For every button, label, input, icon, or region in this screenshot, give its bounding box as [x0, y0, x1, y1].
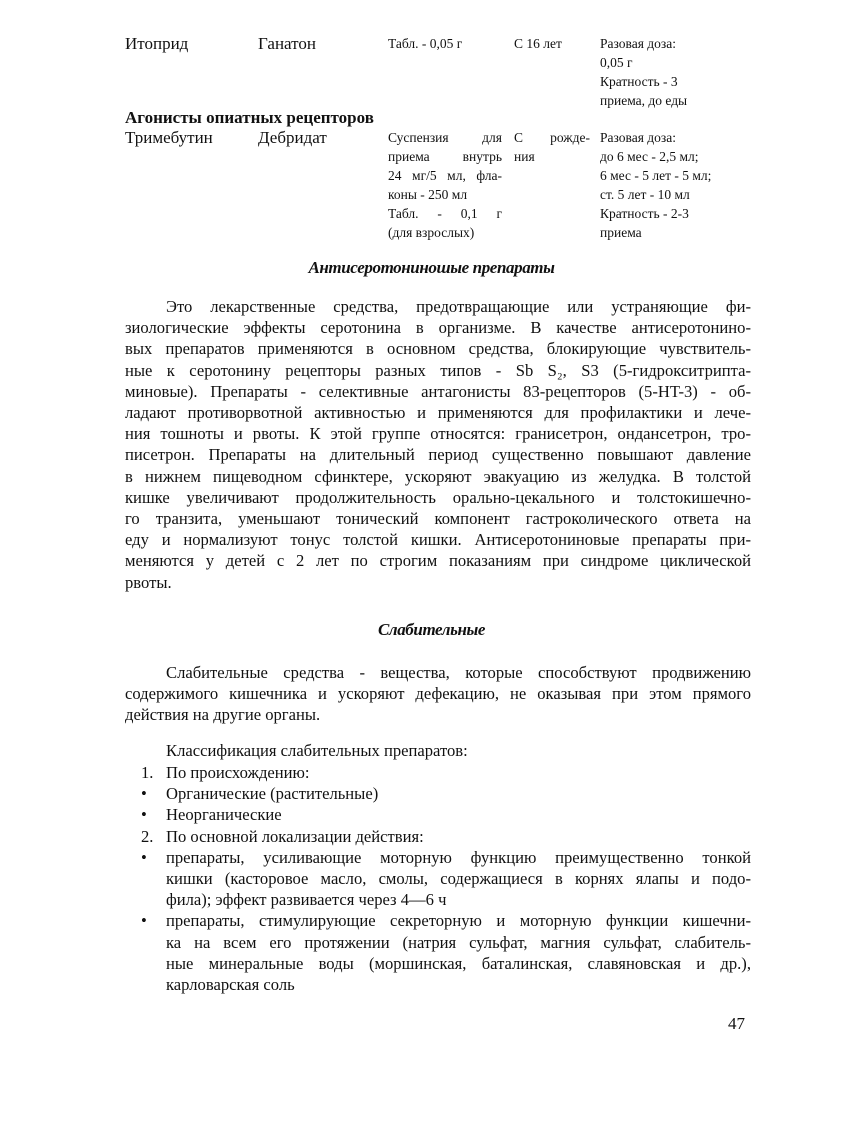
dosage [600, 128, 735, 242]
dose-line: ст. 5 лет - 10 мл [600, 187, 690, 202]
list-text: ные минеральные воды (моршинская, баталинская, славяновская и др.), [166, 953, 751, 973]
form-line: Суспензия для [388, 130, 502, 145]
release-form [388, 128, 502, 242]
form-line: приема внутрь [388, 149, 502, 164]
group-heading: Агонисты опиатных рецепторов [125, 108, 374, 127]
list-marker: • [141, 805, 147, 825]
text-line: Это лекарственные средства, предотвращающие или устраняющие фи- [166, 297, 751, 316]
text-line: содержимого кишечника и ускоряют дефекацию, не оказывая при этом прямого [125, 684, 751, 704]
body-paragraph [125, 662, 751, 726]
list-item [125, 783, 751, 804]
classification-intro [125, 740, 751, 761]
age-line: С рожде- [514, 130, 590, 145]
age-line: ния [514, 149, 535, 164]
dosage [600, 34, 735, 110]
text-line: ные к серотонину рецепторы разных типов - Sb S₂, S3 (5-гидрокситрипта- [125, 360, 751, 380]
list-marker: • [141, 847, 147, 867]
list-text: По основной локализации действия: [166, 826, 424, 846]
drug-name: Тримебутин [125, 128, 213, 147]
text-line: в нижнем пищеводном сфинктере, ускоряют эвакуацию из желудка. В толстой [125, 466, 751, 486]
text-line: ладают противорвотной активностью и применяются для профилактики и лече- [125, 403, 751, 423]
dose-line: Разовая доза: [600, 130, 676, 145]
dose-line: до 6 мес - 2,5 мл; [600, 149, 699, 164]
dose-line: Кратность - 3 [600, 74, 678, 89]
text-line: Слабительные средства - вещества, которые способствуют продвижению [166, 663, 751, 682]
age-restriction [514, 34, 590, 53]
list-text: По происхождению: [166, 763, 310, 782]
list-marker: 2. [141, 826, 154, 846]
release-form [388, 34, 502, 53]
list-marker: • [141, 784, 147, 804]
page-number: 47 [728, 1014, 745, 1033]
text-line: меняются у детей с 2 лет по строгим показаниям при синдроме циклической [125, 551, 751, 571]
list-item [125, 762, 751, 783]
text-line: миновые). Препараты - селективные антагонисты 83-рецепторов (5-HT-3) - об- [125, 381, 751, 401]
form-line: Табл. - 0,1 г [388, 206, 502, 221]
section-title: Слабительные [377, 620, 486, 639]
text-line: ния тошноты и рвоты. К этой группе относятся: гранисетрон, ондансетрон, тро- [125, 424, 751, 444]
list-text: препараты, усиливающие моторную функцию преимущественно тонкой [166, 847, 751, 867]
list-text: препараты, стимулирующие секреторную и моторную функции кишечни- [166, 911, 751, 931]
text-line: рвоты. [125, 572, 172, 592]
text-line: вых препаратов применяются в основном средства, блокирующие чувствитель- [125, 339, 751, 359]
dose-line: приема, до еды [600, 93, 688, 108]
text-line: го транзита, уменьшают тонический компонент гастроколического ответа на [125, 509, 751, 529]
dose-line: Кратность - 2-3 [600, 206, 689, 221]
list-text: фила); эффект развивается через 4—6 ч [166, 890, 447, 910]
list-item [125, 847, 751, 911]
form-line: (для взрослых) [388, 225, 475, 240]
list-marker: • [141, 911, 147, 931]
text-line: еду и нормализуют тонус толстой кишки. Антисеротониновые препараты при- [125, 530, 751, 550]
list-text: Органические (растительные) [166, 784, 379, 804]
age-restriction [514, 128, 590, 166]
age-line: С 16 лет [514, 36, 562, 51]
form-line: коны - 250 мл [388, 187, 468, 202]
form-line: Табл. - 0,05 г [388, 36, 463, 51]
list-text: кишки (касторовое масло, смолы, содержащиеся в корнях ялапы и подо- [166, 869, 751, 889]
trade-name: Ганатон [258, 34, 316, 53]
list-item [125, 826, 751, 847]
text-line: действия на другие органы. [125, 705, 321, 725]
text-line: Классификация слабительных препаратов: [166, 741, 468, 760]
trade-name: Дебридат [258, 128, 327, 147]
list-text: ка на всем его протяжении (натрия сульфат, магния сульфат, слабитель- [166, 932, 751, 952]
section-title: Антисеротониношые препараты [308, 258, 555, 277]
text-line: писетрон. Препараты на длительный период существенно повышают давление [125, 445, 751, 465]
list-marker: 1. [141, 763, 154, 782]
list-text: Неорганические [166, 805, 282, 825]
classification-list [125, 762, 751, 995]
dose-line: Разовая доза: [600, 36, 676, 51]
list-item [125, 910, 751, 995]
text-line: зиологические эффекты серотонина в организме. В качестве антисеротонино- [125, 318, 751, 338]
body-paragraph [125, 296, 751, 593]
drug-name: Итоприд [125, 34, 189, 53]
list-text: карловарская соль [166, 975, 295, 995]
dose-line: 0,05 г [600, 55, 633, 70]
dose-line: приема [600, 225, 642, 240]
form-line: 24 мг/5 мл, фла- [388, 168, 502, 183]
list-item [125, 804, 751, 825]
dose-line: 6 мес - 5 лет - 5 мл; [600, 168, 712, 183]
text-line: кишке увеличивают продолжительность орально-цекального и толстокишечно- [125, 487, 751, 507]
